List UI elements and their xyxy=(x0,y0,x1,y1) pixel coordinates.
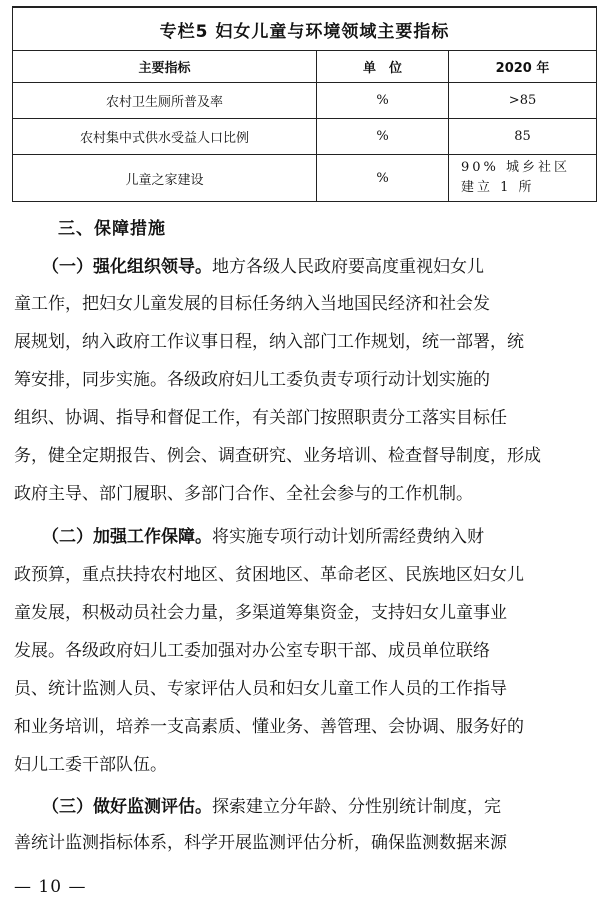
paragraph-2-line: 政预算，重点扶持农村地区、贫困地区、革命老区、民族地区妇女儿 xyxy=(14,565,524,585)
paragraph-2-line: （二）加强工作保障。将实施专项行动计划所需经费纳入财 xyxy=(42,527,484,547)
row1-value: >85 xyxy=(449,83,597,119)
paragraph-1-line: 政府主导、部门履职、多部门合作、全社会参与的工作机制。 xyxy=(14,484,473,504)
paragraph-1-line: 展规划，纳入政府工作议事日程，纳入部门工作规划，统一部署，统 xyxy=(14,332,524,352)
page-number: — 10 — xyxy=(14,877,87,897)
table-row xyxy=(13,119,597,155)
table-row xyxy=(13,83,597,119)
row1-unit: % xyxy=(317,83,449,119)
table-row xyxy=(13,155,597,202)
row3-indicator: 儿童之家建设 xyxy=(13,155,317,202)
header-year: 2020 年 xyxy=(449,51,597,83)
paragraph-1-line: 务，健全定期报告、例会、调查研究、业务培训、检查督导制度，形成 xyxy=(14,446,541,466)
paragraph-1-line: 童工作，把妇女儿童发展的目标任务纳入当地国民经济和社会发 xyxy=(14,294,490,314)
paragraph-1-line: 筹安排，同步实施。各级政府妇儿工委负责专项行动计划实施的 xyxy=(14,370,490,390)
header-unit: 单 位 xyxy=(317,51,449,83)
row3-value: 90% 城乡社区建立 1 所 xyxy=(449,155,597,202)
paragraph-3-line: （三）做好监测评估。探索建立分年龄、分性别统计制度，完 xyxy=(42,797,501,817)
header-indicator: 主要指标 xyxy=(13,51,317,83)
paragraph-1-line: （一）强化组织领导。地方各级人民政府要高度重视妇女儿 xyxy=(42,257,484,277)
paragraph-1-lead: （一）强化组织领导。 xyxy=(42,257,212,277)
row2-unit: % xyxy=(317,119,449,155)
paragraph-1-line: 组织、协调、指导和督促工作，有关部门按照职责分工落实目标任 xyxy=(14,408,507,428)
paragraph-2-line: 员、统计监测人员、专家评估人员和妇女儿童工作人员的工作指导 xyxy=(14,679,507,699)
row1-indicator: 农村卫生厕所普及率 xyxy=(13,83,317,119)
paragraph-3-lead: （三）做好监测评估。 xyxy=(42,797,212,817)
indicator-table xyxy=(12,6,597,202)
row3-unit: % xyxy=(317,155,449,202)
table-title: 专栏5 妇女儿童与环境领域主要指标 xyxy=(13,7,597,51)
paragraph-3-line: 善统计监测指标体系，科学开展监测评估分析，确保监测数据来源 xyxy=(14,833,507,853)
row2-indicator: 农村集中式供水受益人口比例 xyxy=(13,119,317,155)
row2-value: 85 xyxy=(449,119,597,155)
paragraph-2-line: 妇儿工委干部队伍。 xyxy=(14,755,167,775)
section-heading: 三、保障措施 xyxy=(58,219,166,239)
paragraph-2-line: 和业务培训，培养一支高素质、懂业务、善管理、会协调、服务好的 xyxy=(14,717,524,737)
paragraph-2-line: 童发展，积极动员社会力量，多渠道筹集资金，支持妇女儿童事业 xyxy=(14,603,507,623)
paragraph-2-line: 发展。各级政府妇儿工委加强对办公室专职干部、成员单位联络 xyxy=(14,641,490,661)
paragraph-2-lead: （二）加强工作保障。 xyxy=(42,527,212,547)
